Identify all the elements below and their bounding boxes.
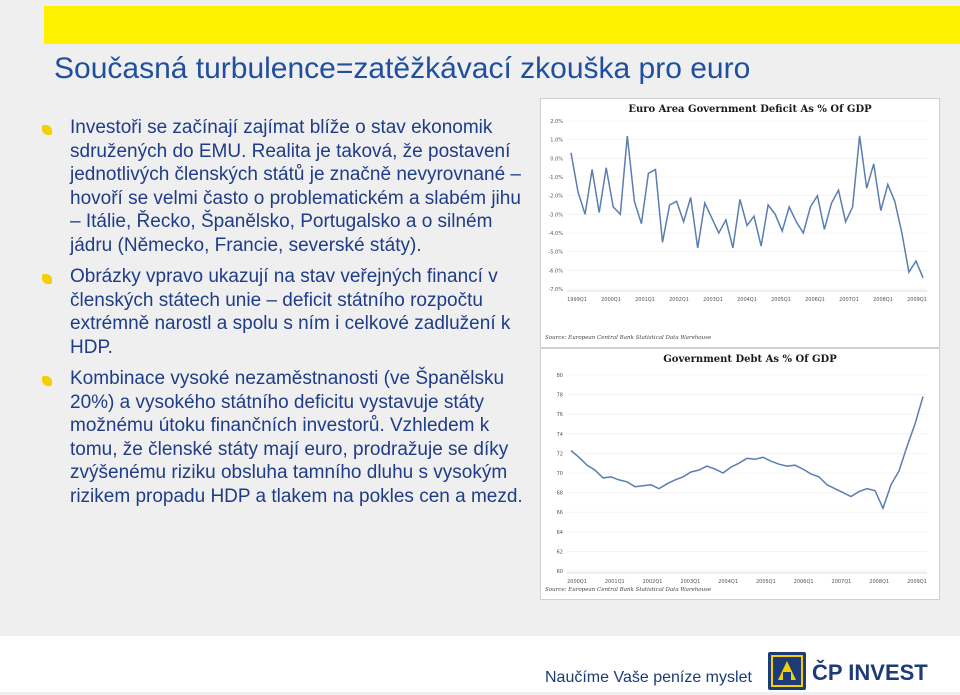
y-tick-label: -4.0% (548, 231, 563, 237)
x-tick-label: 2005Q1 (755, 579, 776, 585)
y-tick-label: 60 (556, 569, 563, 575)
x-tick-label: 2002Q1 (642, 579, 663, 585)
y-tick-label: 74 (556, 431, 563, 438)
emblem-graphic (768, 652, 806, 690)
footer-brand: ČP INVEST (812, 660, 928, 685)
x-tick-label: 2004Q1 (718, 579, 739, 585)
y-tick-label: 68 (556, 490, 563, 497)
x-tick-label: 2001Q1 (604, 579, 625, 585)
x-tick-label: 2007Q1 (831, 579, 852, 585)
x-tick-label: 2006Q1 (805, 297, 825, 303)
accent-bar (44, 6, 960, 44)
y-tick-label: 66 (556, 510, 563, 517)
y-tick-label: 64 (556, 529, 563, 536)
x-tick-label: 2007Q1 (839, 297, 859, 303)
chart-title: Euro Area Government Deficit As % Of GDP (628, 104, 872, 115)
bullet-list (42, 116, 532, 516)
x-tick-label: 1999Q1 (567, 297, 587, 303)
slide-title: Současná turbulence=zatěžkávací zkouška pro euro (54, 52, 751, 85)
x-tick-label: 2009Q1 (907, 297, 927, 303)
bullet-item (42, 367, 532, 508)
chart-source: Source: European Central Bank Statistical Data Warehouse (545, 335, 712, 341)
bullet-marker-icon (42, 125, 52, 135)
bullet-item (42, 116, 532, 257)
chart-source: Source: European Central Bank Statistical Data Warehouse (545, 587, 712, 593)
series-line (571, 136, 923, 278)
x-tick-label: 2008Q1 (873, 297, 893, 303)
x-tick-label: 2002Q1 (669, 297, 689, 303)
x-tick-label: 2003Q1 (680, 579, 701, 585)
y-tick-label: 78 (556, 392, 563, 399)
bullet-marker-icon (42, 376, 52, 386)
y-tick-label: 70 (556, 471, 563, 477)
deficit-chart (540, 98, 940, 348)
y-tick-label: 0.0% (550, 156, 563, 163)
y-tick-label: -1.0% (548, 175, 563, 181)
x-tick-label: 2000Q1 (567, 579, 587, 585)
y-tick-label: 2.0% (550, 119, 563, 125)
x-tick-label: 2001Q1 (635, 297, 655, 303)
debt-chart (540, 348, 940, 600)
series-line (571, 397, 923, 509)
y-tick-label: 76 (556, 412, 563, 419)
x-tick-label: 2003Q1 (703, 297, 723, 303)
cp-invest-emblem-icon (768, 652, 806, 690)
bullet-item (42, 265, 532, 359)
y-tick-label: 80 (556, 373, 563, 379)
x-tick-label: 2009Q1 (907, 579, 927, 585)
y-tick-label: -7.0% (548, 287, 563, 293)
bullet-marker-icon (42, 274, 52, 284)
y-tick-label: 72 (556, 451, 563, 458)
y-tick-label: -3.0% (548, 212, 563, 219)
bullet-text: Investoři se začínají zajímat blíže o stav ekonomik sdružených do EMU. Realita je taková, že postavení jednotlivých členských států je značně nevyrovnané – hovoří se velmi často o problematickém a slabém jihu – Itálie, Řecko, Španělsko, Portugalsko a o silném jádru (Německo, Francie, severské státy). (70, 117, 521, 256)
y-tick-label: 62 (556, 549, 563, 556)
x-tick-label: 2000Q1 (601, 297, 621, 303)
chart-title: Government Debt As % Of GDP (663, 354, 837, 365)
x-tick-label: 2005Q1 (771, 297, 791, 303)
bullet-text: Kombinace vysoké nezaměstnanosti (ve Španělsku 20%) a vysokého státního deficitu vystavuje státy možnému útoku finančních investorů. Vzhledem k tomu, že členské státy mají euro, prodražuje se díky zvýšenému riziku obsluha tamního dluhu s vysokým rizikem propadu HDP a tlakem na pokles cen a mezd. (70, 368, 523, 507)
footer-slogan: Naučíme Vaše peníze myslet (545, 669, 752, 686)
y-tick-label: -2.0% (548, 193, 563, 200)
y-tick-label: -6.0% (548, 268, 563, 275)
bullet-text: Obrázky vpravo ukazují na stav veřejných financí v členských státech unie – deficit státního rozpočtu extrémně narostl a spolu s ním i celkové zadlužení k HDP. (70, 266, 511, 358)
x-tick-label: 2008Q1 (869, 579, 890, 585)
y-tick-label: -5.0% (548, 249, 563, 256)
x-tick-label: 2006Q1 (793, 579, 814, 585)
debt-chart-svg (541, 349, 939, 599)
x-tick-label: 2004Q1 (737, 297, 757, 303)
deficit-chart-svg (541, 99, 939, 347)
y-tick-label: 1.0% (550, 137, 563, 144)
